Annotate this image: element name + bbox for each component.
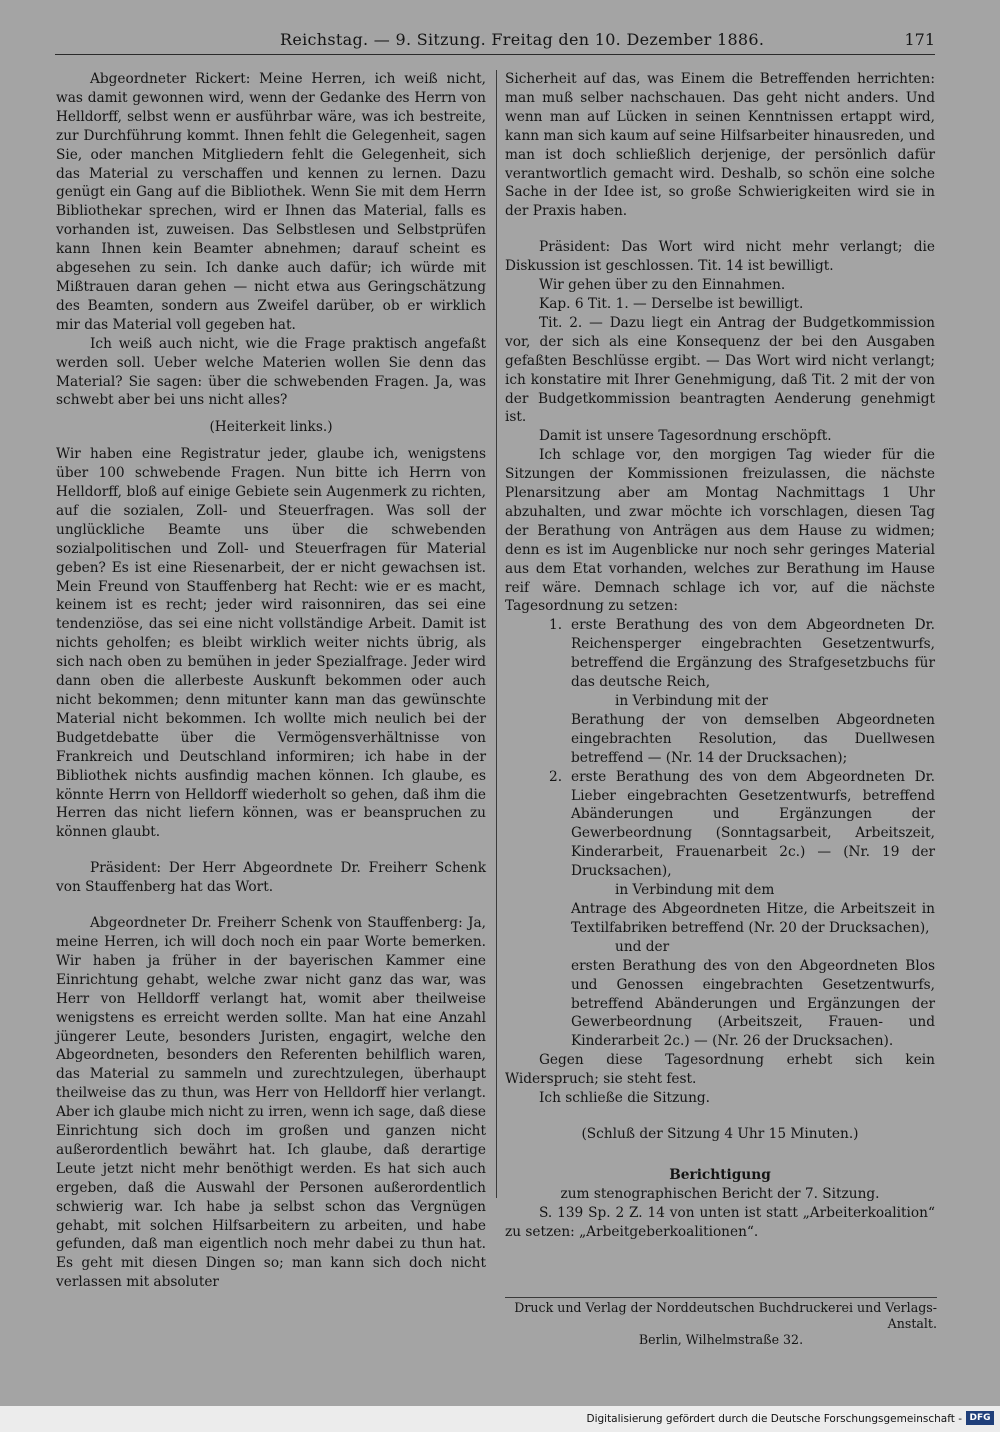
agenda-item-1	[505, 616, 935, 692]
session-end-note: (Schluß der Sitzung 4 Uhr 15 Minuten.)	[581, 1125, 859, 1142]
line-kap-6: Kap. 6 Tit. 1. — Derselbe ist bewilligt.	[539, 295, 804, 312]
correction-title: Berichtigung	[669, 1166, 771, 1183]
dfg-logo-icon: DFG	[966, 1411, 994, 1425]
paragraph-rickert-question: Ich weiß auch nicht, wie die Frage praktisch angefaßt werden soll. Ueber welche Materien wollen Sie denn das Material? Sie sagen: über die schwebenden Fragen. Ja, was schwebt aber bei uns nicht alles?	[56, 335, 486, 409]
agenda-item-2	[505, 768, 935, 881]
footer-credit: Digitalisierung gefördert durch die Deutsche Forschungsgemeinschaft -	[586, 1413, 962, 1425]
correction-text: S. 139 Sp. 2 Z. 14 von unten ist statt „Arbeiterkoalition“ zu setzen: „Arbeitgeberkoalitionen“.	[505, 1204, 935, 1240]
agenda-item-text: erste Berathung des von dem Abgeordneten Dr. Reichensperger eingebrachten Gesetzentwurfs, betreffend die Ergänzung des Strafgesetzbuchs für das deutsche Reich,	[571, 617, 935, 691]
agenda-item-text: Antrage des Abgeordneten Hitze, die Arbeitszeit in Textilfabriken betreffend (Nr. 20 der Drucksachen),	[571, 900, 935, 936]
agenda-item-text: erste Berathung des von dem Abgeordneten Dr. Lieber eingebrachten Gesetzentwurfs, betreffend Abänderungen und Ergänzungen der Gewerbeordnung (Sonntagsarbeit, Arbeitszeit, Kinderarbeit, Frauenarbeit 2c.) — (Nr. 19 der Drucksachen),	[571, 768, 935, 880]
agenda-item-number: 2.	[549, 768, 563, 785]
agenda-item-connector: und der	[615, 938, 670, 955]
paragraph-president-gives-floor: Präsident: Der Herr Abgeordnete Dr. Freiherr Schenk von Stauffenberg hat das Wort.	[56, 860, 486, 896]
correction-subtitle: zum stenographischen Bericht der 7. Sitzung.	[560, 1185, 880, 1202]
paragraph-rickert-speech: Abgeordneter Rickert: Meine Herren, ich weiß nicht, was damit gewonnen wird, wenn der Gedanke des Herrn von Helldorff, selbst wenn er ausführbar wäre, was ich bestreite, zur Durchführung kommt. Ihnen fehlt die Gelegenheit, sagen Sie, oder manchen Mitgliedern fehlt die Gelegenheit, sich das Material zu verschaffen und kennen zu lernen. Dazu genügt ein Gang auf die Bibliothek. Wenn Sie mit dem Herrn Bibliothekar sprechen, wird er Ihnen das Material, falls es vorhanden ist, zuweisen. Das Selbstlesen und Selbstprüfen kann Ihnen kein Beamter abnehmen; darauf scheint es abgesehen zu sein. Ich danke auch dafür; ich würde mit Mißtrauen daran gehen — nicht etwa aus Geringschätzung des Beamten, sondern aus Zweifel darüber, ob er wirklich mir das Material voll gegeben hat.	[56, 71, 486, 333]
line-einnahmen: Wir gehen über zu den Einnahmen.	[539, 277, 786, 294]
right-column	[505, 70, 935, 1241]
agenda-item-text: Berathung der von demselben Abgeordneten eingebrachten Resolution, das Duellwesen betreffend — (Nr. 14 der Drucksachen);	[571, 711, 935, 766]
page-number: 171	[904, 30, 935, 49]
line-no-objection: Gegen diese Tagesordnung erhebt sich kein Widerspruch; sie steht fest.	[505, 1052, 935, 1088]
paragraph-stauffenberg-continuation: Sicherheit auf das, was Einem die Betreffenden herrichten: man muß selber nachschauen. Das geht nicht anders. Und wenn man auf Lücken in seinen Kenntnissen ertappt wird, kann man sich kaum auf seine Hilfsarbeiter hinausreden, und man ist doch schließlich derjenige, der persönlich dafür verantwortlich gemacht wird. Deshalb, so schön eine solche Sache in der Idee ist, so große Schwierigkeiten wird sie in der Praxis haben.	[505, 71, 935, 220]
agenda-item-text: ersten Berathung des von den Abgeordneten Blos und Genossen eingebrachten Gesetzentwurfs, betreffend Abänderungen und Ergänzungen der Gewerbeordnung (Arbeitszeit, Frauen- und Kinderarbeit 2c.) — (Nr. 26 der Drucksachen).	[571, 957, 935, 1050]
page-header	[55, 30, 935, 55]
column-divider	[496, 70, 497, 1198]
paragraph-agenda-proposal: Ich schlage vor, den morgigen Tag wieder für die Sitzungen der Kommissionen freizulassen, die nächste Plenarsitzung aber am Montag Nachmittags 1 Uhr abzuhalten, und zwar möchte ich vorschlagen, diesen Tag der Berathung von Anträgen aus dem Hause zu widmen; denn es ist im Augenblicke nur noch sehr geringes Material aus dem Etat vorhanden, welches zur Berathung im Hause reif wäre. Demnach schlage ich vor, auf die nächste Tagesordnung zu setzen:	[505, 447, 935, 615]
imprint	[505, 1297, 937, 1348]
running-header-title: Reichstag. — 9. Sitzung. Freitag den 10. Dezember 1886.	[280, 30, 765, 49]
paragraph-president-closes-discussion: Präsident: Das Wort wird nicht mehr verlangt; die Diskussion ist geschlossen. Tit. 14 ist bewilligt.	[505, 239, 935, 275]
digitization-footer	[0, 1406, 1000, 1432]
paragraph-tit-2: Tit. 2. — Dazu liegt ein Antrag der Budgetkommission vor, der sich als eine Konsequenz der bei den Ausgaben gefaßten Beschlüsse ergibt. — Das Wort wird nicht verlangt; ich konstatire mit Ihrer Genehmigung, daß Tit. 2 mit der von der Budgetkommission beantragten Aenderung genehmigt ist.	[505, 314, 935, 426]
line-close-session: Ich schließe die Sitzung.	[539, 1090, 710, 1107]
imprint-publisher: Druck und Verlag der Norddeutschen Buchdruckerei und Verlags-Anstalt.	[514, 1300, 937, 1331]
line-agenda-exhausted: Damit ist unsere Tagesordnung erschöpft.	[539, 428, 832, 445]
left-column	[56, 70, 486, 1292]
paragraph-stauffenberg-speech: Abgeordneter Dr. Freiherr Schenk von Stauffenberg: Ja, meine Herren, ich will doch noch ein paar Worte bemerken. Wir haben ja früher in der bayerischen Kammer eine Einrichtung gehabt, welche zwar nicht ganz das war, was Herr von Helldorff verlangt hat, womit aber theilweise wenigstens es erreicht werden sollte. Man hat eine Anzahl jüngerer Leute, besonders Juristen, engagirt, welche den Abgeordneten, besonders den Referenten behilflich waren, das Material zu sammeln und zurechtzulegen, überhaupt theilweise das zu thun, was Herr von Helldorff hier verlangt. Aber ich glaube mich nicht zu irren, wenn ich sage, daß diese Einrichtung sich doch im großen und ganzen nicht außerordentlich bewährt hat. Ich glaube, daß derartige Leute jetzt nicht mehr benöthigt werden. Es hat sich auch ergeben, daß die Auswahl der Personen außerordentlich schwierig war. Ich habe ja selbst schon das Vergnügen gehabt, mit solchen Hilfsarbeitern zu arbeiten, und habe gefunden, daß man eigentlich noch mehr dabei zu thun hat. Es geht mit diesen Dingen so; man kann sich doch nicht verlassen mit absoluter	[56, 915, 486, 1291]
agenda-list	[505, 616, 935, 1051]
imprint-address: Berlin, Wilhelmstraße 32.	[638, 1332, 804, 1347]
paragraph-rickert-continuation: Wir haben eine Registratur jeder, glaube ich, wenigstens über 100 schwebende Fragen. Nun bitte ich Herrn von Helldorff, bloß auf einige Gebiete sein Augenmerk zu richten, auf die sozialen, Zoll- und Steuerfragen. Was soll der unglückliche Beamte uns über die schwebenden sozialpolitischen und Zoll- und Steuerfragen für Material geben? Es ist eine Riesenarbeit, der er nicht gewachsen ist. Mein Freund von Stauffenberg hat Recht: wie er es macht, keinem ist es recht; jeder wird raisonniren, das sei eine tendenziöse, das sei eine nicht vollständige Arbeit. Damit ist nichts geholfen; es bleibt wirklich weiter nichts übrig, als sich nach oben zu bemühen in jeder Spezialfrage. Jeder wird dann oben die allerbeste Auskunft bekommen oder auch nicht bekommen; denn mitunter kann man das gewünschte Material nicht bekommen. Ich wollte mich neulich bei der Budgetdebatte über die Vermögensverhältnisse von Frankreich und Deutschland informiren; ich habe in der Bibliothek nichts ausfindig machen können. Ich glaube, es könnte Herrn von Helldorff wiederholt so gehen, daß ihm die Herren das nicht liefern können, was er beanspruchen zu können glaubt.	[56, 446, 486, 841]
agenda-item-connector: in Verbindung mit dem	[615, 882, 775, 899]
interjection-laughter: (Heiterkeit links.)	[209, 419, 333, 436]
agenda-item-number: 1.	[549, 617, 563, 634]
agenda-item-connector: in Verbindung mit der	[615, 693, 768, 709]
